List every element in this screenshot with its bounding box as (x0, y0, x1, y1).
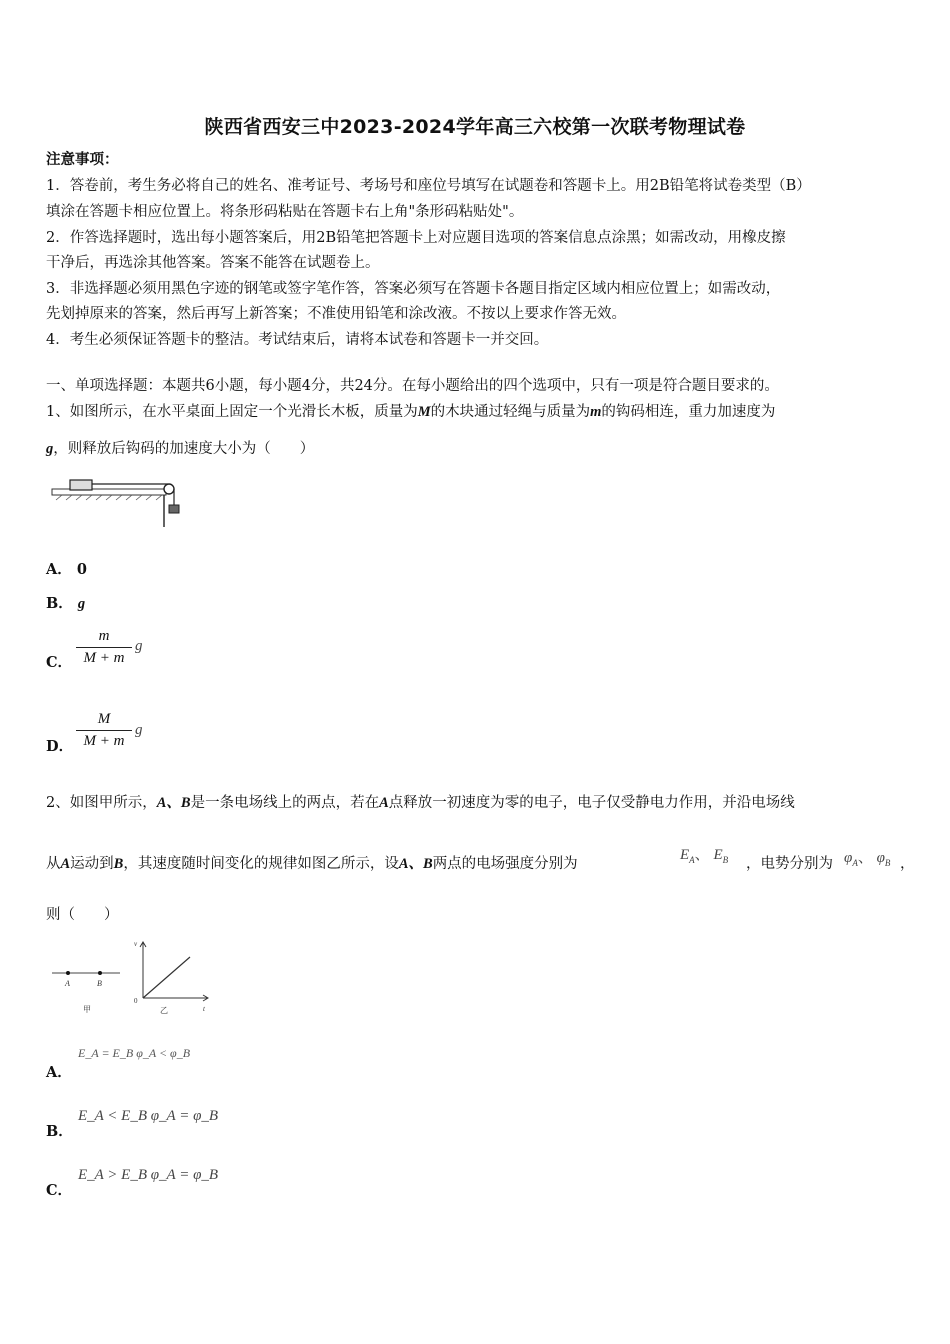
origin-label: 0 (134, 997, 138, 1005)
q2-field-strength-symbols: $E_A$、 $E_B$ (680, 847, 729, 865)
table-surface (52, 489, 166, 495)
axis-t-label: t (203, 1005, 205, 1013)
q2-stem-line3: 则（ ） (46, 907, 119, 923)
figure-yi-label: 乙 (160, 1006, 168, 1015)
notice-line: 先划掉原来的答案，然后再写上新答案；不准使用铅笔和涂改液。不按以上要求作答无效。 (46, 306, 626, 322)
q2-option-a[interactable]: A． (46, 1064, 72, 1081)
q1-option-c[interactable]: C． (46, 654, 73, 671)
axis-v-label: v (134, 940, 138, 948)
notice-line: 4．考生必须保证答题卡的整洁。考试结束后，请将本试卷和答题卡一并交回。 (46, 332, 549, 348)
point-b-label: B (97, 979, 102, 988)
q1-option-d-fraction: M M + m (76, 711, 132, 750)
q1-option-d-g: g (135, 722, 143, 738)
q2-potential-symbols: $\varphi_A$、 $\varphi_B$ (844, 850, 891, 868)
figure-jia-label: 甲 (83, 1005, 91, 1014)
notice-heading: 注意事项： (46, 151, 119, 168)
q2-option-b[interactable]: B． (46, 1123, 73, 1140)
notice-line: 3．非选择题必须用黑色字迹的钢笔或签字笔作答，答案必须写在答题卡各题目指定区域内相应位置上；如需改动， (46, 281, 781, 297)
wooden-block (70, 480, 92, 490)
notice-line: 1．答卷前，考生务必将自己的姓名、准考证号、考场号和座位号填写在试题卷和答题卡上。用2B铅笔将试卷类型（B） (46, 178, 811, 194)
q2-option-c[interactable]: C． (46, 1182, 73, 1199)
pulley (164, 484, 174, 494)
q2-potential-text: ，电势分别为 (746, 856, 833, 872)
notice-line: 干净后，再选涂其他答案。答案不能答在试题卷上。 (46, 255, 380, 271)
q1-figure (50, 475, 190, 530)
q2-option-a-expr: E_A = E_B φ_A < φ_B (78, 1046, 191, 1060)
q2-comma: ， (900, 856, 915, 872)
point-a-label: A (65, 979, 70, 988)
q2-stem-line1: 2、如图甲所示，A、B是一条电场线上的两点，若在A点释放一初速度为零的电子，电子仅受静电力作用，并沿电场线 (46, 795, 795, 811)
notice-line: 2．作答选择题时，选出每小题答案后，用2B铅笔把答题卡上对应题目选项的答案信息点涂黑；如需改动，用橡皮擦 (46, 230, 786, 246)
q1-option-b[interactable]: B． g (46, 595, 86, 612)
hook-weight (169, 505, 179, 513)
q2-option-b-expr: E_A < E_B φ_A = φ_B (78, 1108, 219, 1124)
notice-line: 填涂在答题卡相应位置上。将条形码粘贴在答题卡右上角"条形码粘贴处"。 (46, 204, 524, 220)
q2-stem-line2: 从A运动到B，其速度随时间变化的规律如图乙所示，设A、B两点的电场强度分别为 (46, 856, 578, 872)
page-title: 陕西省西安三中2023-2024学年高三六校第一次联考物理试卷 (204, 116, 746, 138)
q2-figure (48, 937, 218, 1019)
velocity-line (143, 957, 190, 998)
table-hatching (56, 495, 162, 500)
section-heading: 一、单项选择题：本题共6小题，每小题4分，共24分。在每小题给出的四个选项中，只有一项是符合题目要求的。 (46, 378, 779, 394)
q1-option-a[interactable]: A． 0 (46, 561, 87, 578)
q1-stem-line1: 1、如图所示，在水平桌面上固定一个光滑长木板，质量为M的木块通过轻绳与质量为m的钩码相连，重力加速度为 (46, 404, 776, 420)
q1-option-c-fraction: m M + m (76, 628, 132, 667)
q1-option-c-g: g (135, 638, 143, 654)
q1-stem-line2: g，则释放后钩码的加速度大小为（ ） (46, 441, 315, 457)
q1-option-d[interactable]: D． (46, 738, 74, 755)
point-b-dot (98, 971, 102, 975)
q2-option-c-expr: E_A > E_B φ_A = φ_B (78, 1167, 219, 1183)
point-a-dot (66, 971, 70, 975)
